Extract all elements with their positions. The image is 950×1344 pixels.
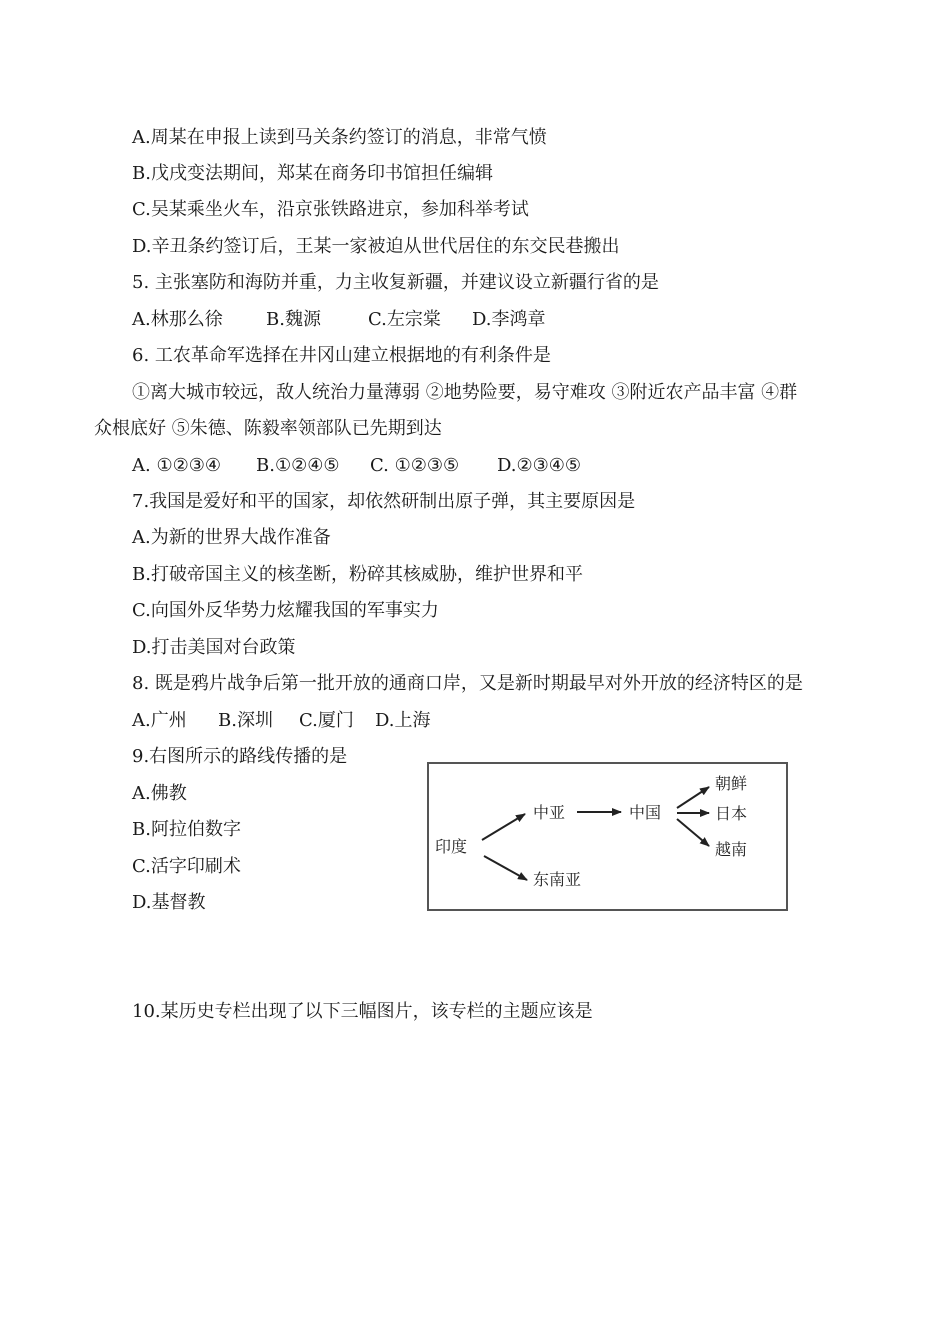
q7-option-d: D.打击美国对台政策 (132, 637, 296, 658)
q6-option-c: C. ①②③⑤ (370, 455, 460, 476)
q5-option-a: A.林那么徐 (132, 309, 223, 330)
q4-option-d: D.辛丑条约签订后，王某一家被迫从世代居住的东交民巷搬出 (132, 236, 620, 257)
q7-option-a: A.为新的世界大战作准备 (132, 527, 331, 548)
q5-option-b: B.魏源 (266, 309, 321, 330)
q8-option-b: B.深圳 (218, 710, 273, 731)
q5-option-d: D.李鸿章 (472, 309, 546, 330)
label-india: 印度 (435, 837, 468, 856)
label-korea: 朝鲜 (715, 774, 748, 793)
label-southeast-asia: 东南亚 (533, 870, 582, 889)
q6-option-d: D.②③④⑤ (497, 455, 582, 476)
q4-option-a: A.周某在申报上读到马关条约签订的消息，非常气愤 (132, 127, 547, 148)
q10-stem: 10.某历史专栏出现了以下三幅图片，该专栏的主题应该是 (132, 1001, 593, 1022)
q6-conditions-line1: ①离大城市较远，敌人统治力量薄弱 ②地势险要，易守难攻 ③附近农产品丰富 ④群 (132, 382, 798, 403)
label-central-asia: 中亚 (533, 803, 566, 822)
q7-option-c: C.向国外反华势力炫耀我国的军事实力 (132, 600, 439, 621)
label-china: 中国 (629, 803, 662, 822)
q6-option-a: A. ①②③④ (132, 455, 221, 476)
q5-stem: 5. 主张塞防和海防并重，力主收复新疆，并建议设立新疆行省的是 (132, 272, 659, 293)
q8-option-d: D.上海 (375, 710, 431, 731)
label-japan: 日本 (715, 804, 748, 823)
q5-option-c: C.左宗棠 (368, 309, 441, 330)
q7-stem: 7.我国是爱好和平的国家，却依然研制出原子弹，其主要原因是 (132, 491, 636, 512)
q9-option-b: B.阿拉伯数字 (132, 819, 241, 840)
q8-option-c: C.厦门 (299, 710, 354, 731)
spread-route-svg (427, 762, 788, 911)
q4-option-c: C.吴某乘坐火车，沿京张铁路进京，参加科举考试 (132, 199, 529, 220)
q9-option-a: A.佛教 (132, 783, 187, 804)
q9-option-c: C.活字印刷术 (132, 856, 241, 877)
q7-option-b: B.打破帝国主义的核垄断，粉碎其核威胁，维护世界和平 (132, 564, 583, 585)
q9-option-d: D.基督教 (132, 892, 206, 913)
q4-option-b: B.戊戌变法期间，郑某在商务印书馆担任编辑 (132, 163, 493, 184)
q8-stem: 8. 既是鸦片战争后第一批开放的通商口岸，又是新时期最早对外开放的经济特区的是 (132, 673, 803, 694)
q6-conditions-line2: 众根底好 ⑤朱德、陈毅率领部队已先期到达 (94, 418, 442, 439)
q6-stem: 6. 工农革命军选择在井冈山建立根据地的有利条件是 (132, 345, 551, 366)
q8-option-a: A.广州 (132, 710, 187, 731)
q9-stem: 9.右图所示的路线传播的是 (132, 746, 348, 767)
spread-route-diagram (427, 762, 788, 911)
q6-option-b: B.①②④⑤ (256, 455, 340, 476)
label-vietnam: 越南 (715, 840, 748, 859)
